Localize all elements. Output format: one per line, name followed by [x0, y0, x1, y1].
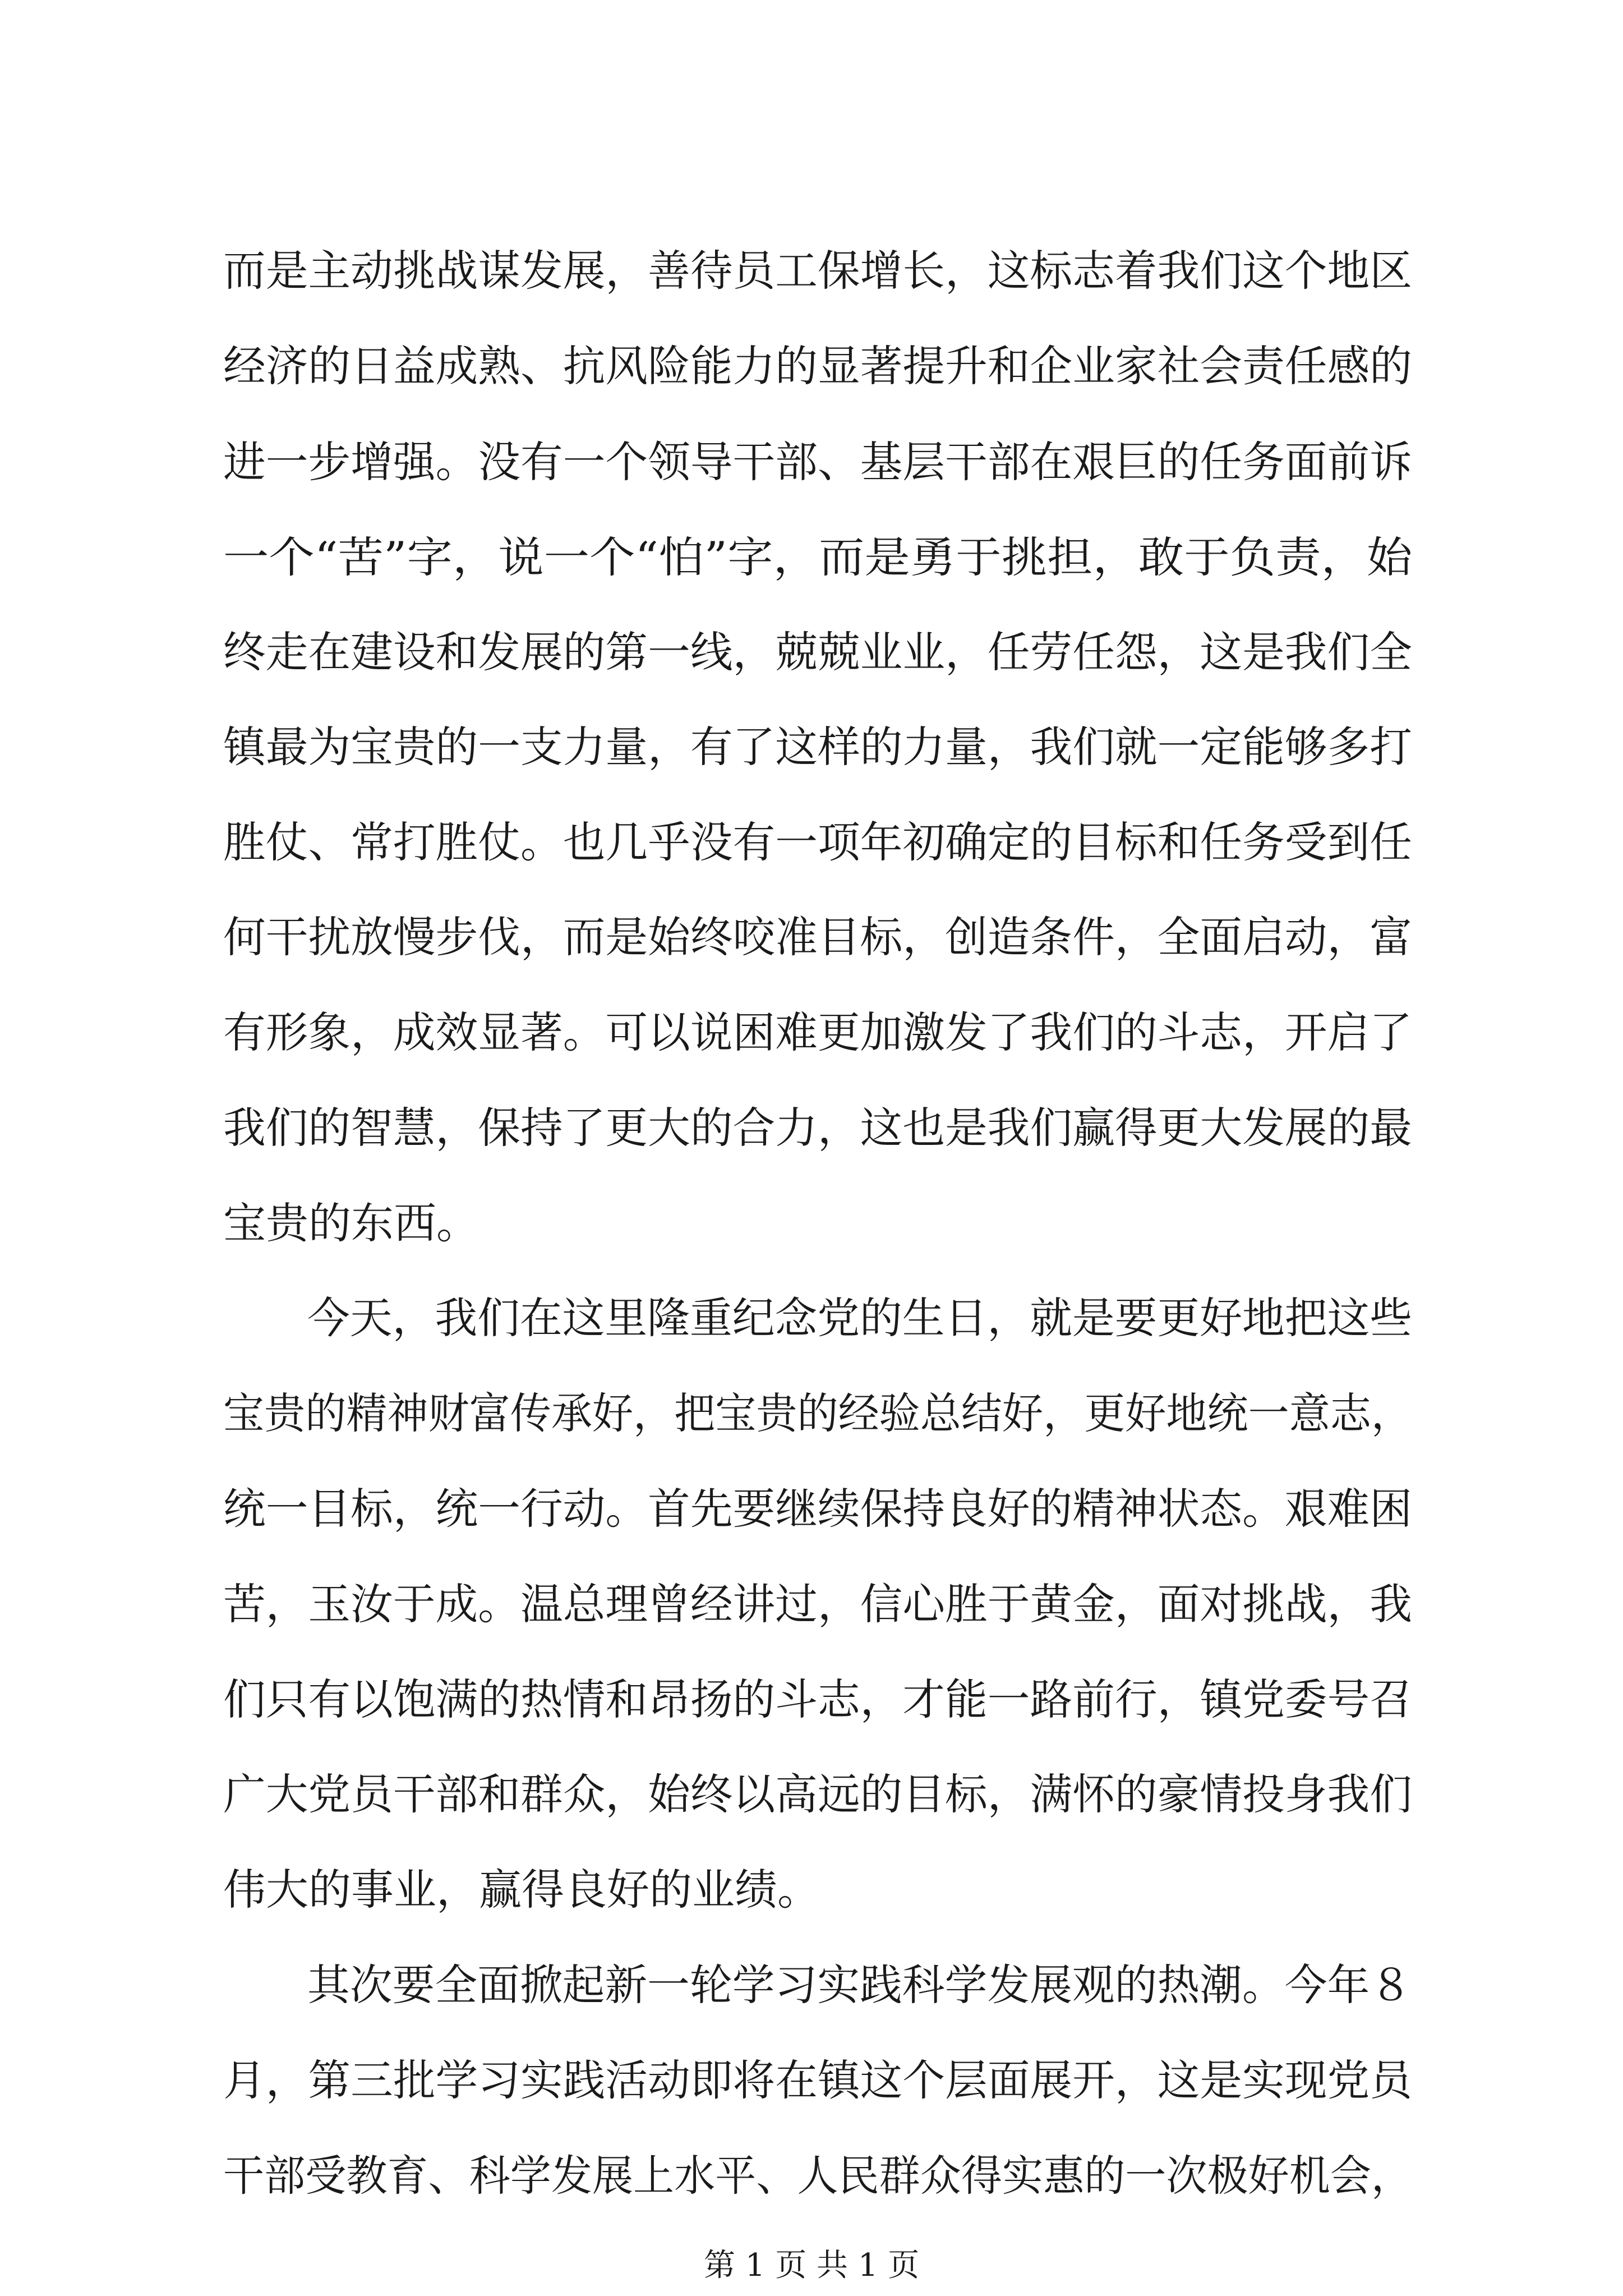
text-line-3: 进一步增强。没有一个领导干部、基层干部在艰巨的任务面前诉 — [223, 437, 1412, 487]
text-line-6: 镇最为宝贵的一支力量，有了这样的力量，我们就一定能够多打 — [223, 722, 1412, 772]
text-line-20: 月，第三批学习实践活动即将在镇这个层面展开，这是实现党员 — [223, 2055, 1412, 2105]
text-line-5: 终走在建设和发展的第一线，兢兢业业，任劳任怨，这是我们全 — [223, 627, 1412, 677]
text-line-18: 伟大的事业，赢得良好的业绩。 — [223, 1865, 820, 1915]
text-line-19: 其次要全面掀起新一轮学习实践科学发展观的热潮。今年８ — [307, 1960, 1413, 2010]
text-line-2: 经济的日益成熟、抗风险能力的显著提升和企业家社会责任感的 — [223, 341, 1412, 391]
text-line-11: 宝贵的东西。 — [223, 1198, 479, 1248]
text-line-16: 们只有以饱满的热情和昂扬的斗志，才能一路前行，镇党委号召 — [223, 1674, 1412, 1724]
text-line-1: 而是主动挑战谋发展，善待员工保增长，这标志着我们这个地区 — [223, 246, 1412, 296]
text-line-4: 一个“苦”字，说一个“怕”字，而是勇于挑担，敢于负责，始 — [223, 532, 1413, 582]
text-line-14: 统一目标，统一行动。首先要继续保持良好的精神状态。艰难困 — [223, 1484, 1412, 1534]
text-line-13: 宝贵的精神财富传承好，把宝贵的经验总结好，更好地统一意志， — [223, 1388, 1413, 1438]
text-line-7: 胜仗、常打胜仗。也几乎没有一项年初确定的目标和任务受到任 — [223, 817, 1412, 867]
text-line-15: 苦，玉汝于成。温总理曾经讲过，信心胜于黄金，面对挑战，我 — [223, 1579, 1412, 1629]
text-line-12: 今天，我们在这里隆重纪念党的生日，就是要更好地把这些 — [307, 1293, 1413, 1343]
text-line-9: 有形象，成效显著。可以说困难更加激发了我们的斗志，开启了 — [223, 1007, 1412, 1057]
page-number-footer: 第 1 页 共 1 页 — [704, 2247, 920, 2284]
text-line-17: 广大党员干部和群众，始终以高远的目标，满怀的豪情投身我们 — [223, 1769, 1412, 1819]
text-line-8: 何干扰放慢步伐，而是始终咬准目标，创造条件，全面启动，富 — [223, 912, 1412, 962]
text-line-21: 干部受教育、科学发展上水平、人民群众得实惠的一次极好机会， — [223, 2151, 1413, 2201]
text-line-10: 我们的智慧，保持了更大的合力，这也是我们赢得更大发展的最 — [223, 1103, 1412, 1153]
